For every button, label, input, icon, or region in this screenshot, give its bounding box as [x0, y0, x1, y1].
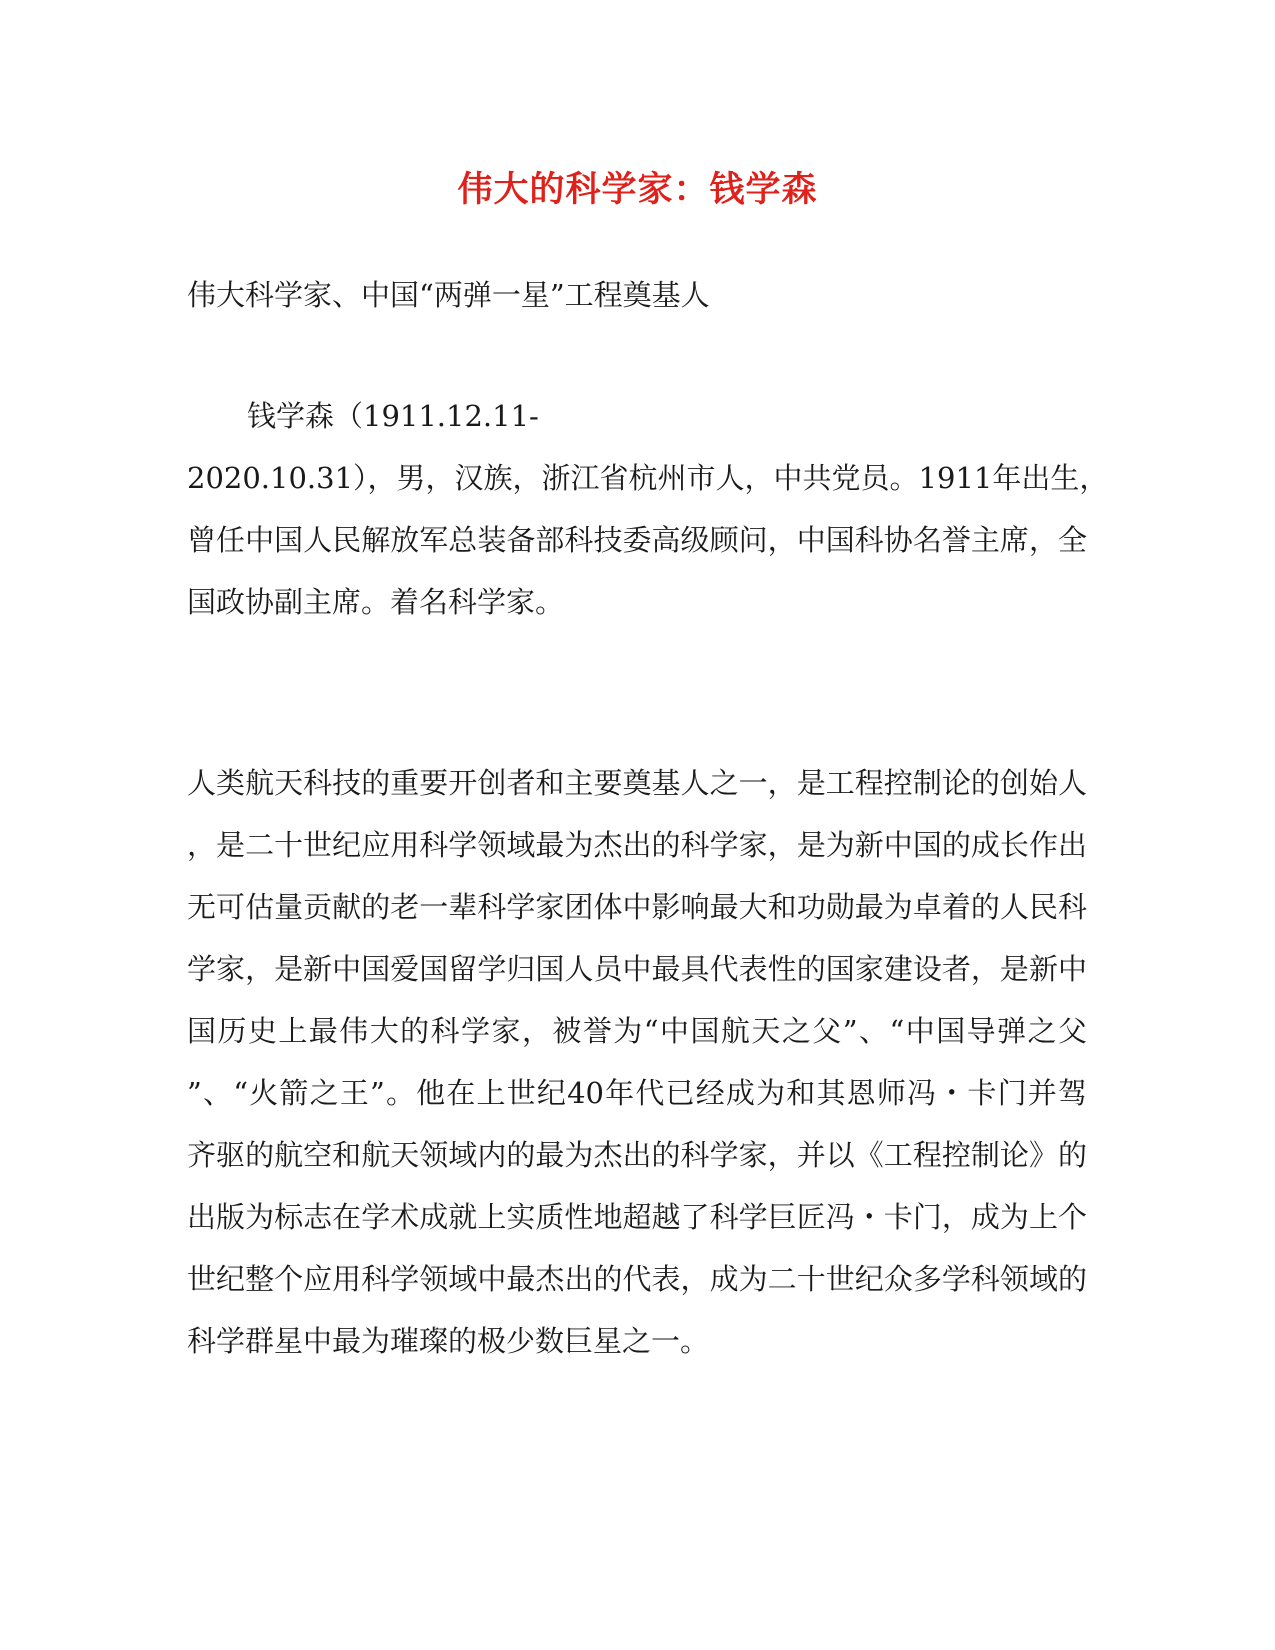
paragraph-2-line-4: 学家，是新中国爱国留学归国人员中最具代表性的国家建设者，是新中: [187, 952, 1087, 986]
paragraph-2-line-1: 人类航天科技的重要开创者和主要奠基人之一，是工程控制论的创始人: [187, 766, 1087, 800]
paragraph-2-line-3: 无可估量贡献的老一辈科学家团体中影响最大和功勋最为卓着的人民科: [187, 890, 1087, 924]
paragraph-2-line-5: 国历史上最伟大的科学家，被誉为“中国航天之父”、“中国导弹之父: [187, 1014, 1087, 1048]
paragraph-2-line-10: 科学群星中最为璀璨的极少数巨星之一。: [187, 1324, 710, 1358]
paragraph-2-line-9: 世纪整个应用科学领域中最杰出的代表，成为二十世纪众多学科领域的: [187, 1262, 1087, 1296]
paragraph-1-line-4: 国政协副主席。着名科学家。: [187, 585, 565, 619]
paragraph-1-line-1: 钱学森（1911.12.11-: [247, 399, 539, 433]
subtitle: 伟大科学家、中国“两弹一星”工程奠基人: [187, 278, 710, 312]
paragraph-2-line-7: 齐驱的航空和航天领域内的最为杰出的科学家，并以《工程控制论》的: [187, 1138, 1087, 1172]
paragraph-2-line-8: 出版为标志在学术成就上实质性地超越了科学巨匠冯・卡门，成为上个: [187, 1200, 1087, 1234]
paragraph-1-line-2: 2020.10.31），男，汉族，浙江省杭州市人，中共党员。1911年出生，: [187, 461, 1109, 495]
paragraph-1-line-3: 曾任中国人民解放军总装备部科技委高级顾问，中国科协名誉主席，全: [187, 523, 1087, 557]
paragraph-2-line-6: ”、“火箭之王”。他在上世纪40年代已经成为和其恩师冯・卡门并驾: [187, 1076, 1087, 1110]
page-title: 伟大的科学家：钱学森: [457, 169, 818, 210]
paragraph-2-line-2: ，是二十世纪应用科学领域最为杰出的科学家，是为新中国的成长作出: [187, 828, 1087, 862]
